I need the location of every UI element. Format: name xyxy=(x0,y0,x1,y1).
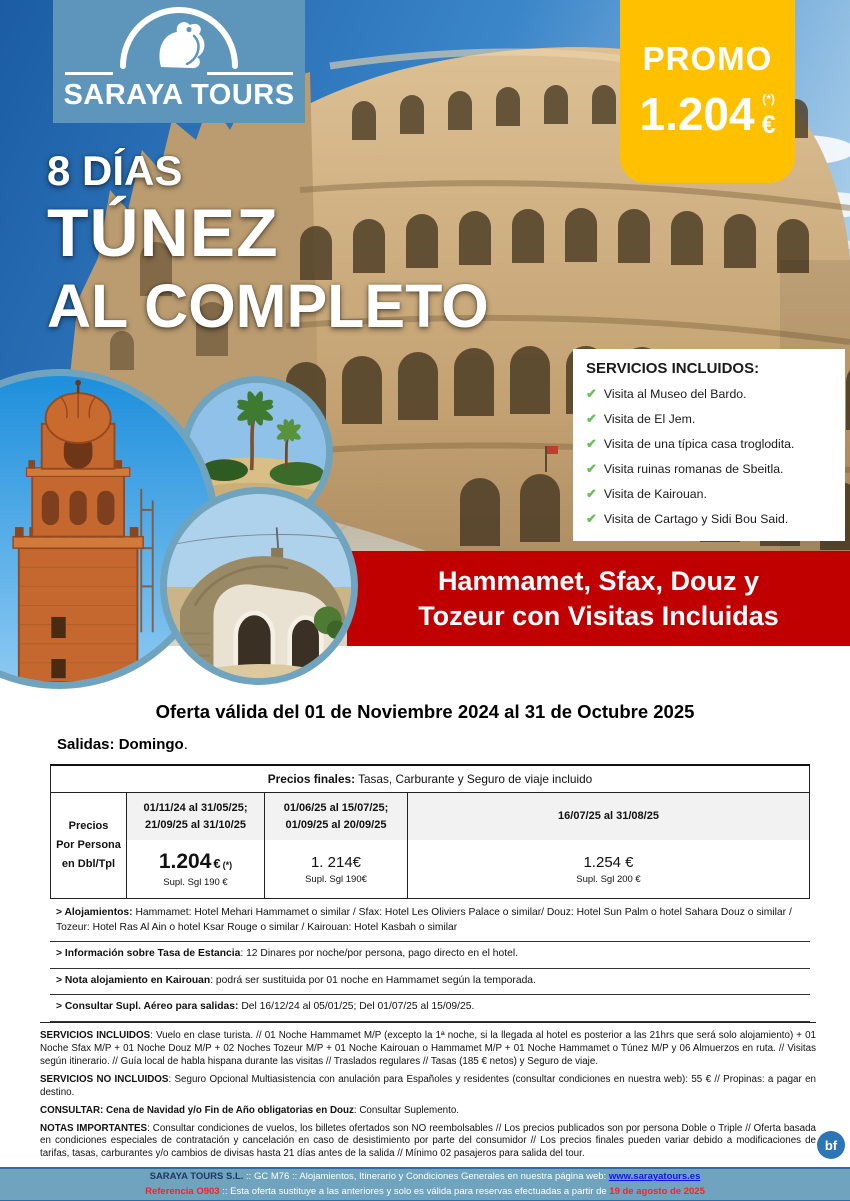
bf-logo-badge: bf xyxy=(817,1131,845,1159)
banner-line2: Tozeur con Visitas Incluidas xyxy=(418,600,779,631)
footer-bar xyxy=(0,1167,850,1201)
service-item xyxy=(586,487,832,501)
destinations-banner xyxy=(347,551,850,646)
season-price-1: 1.204 € (*) Supl. Sgl 190 € xyxy=(126,840,264,898)
hero-subtitle: AL COMPLETO xyxy=(47,272,489,341)
promo-label: PROMO xyxy=(642,40,773,77)
service-item-label: Visita de Kairouan. xyxy=(603,487,707,501)
footer-line2: Referencia O903 :: Esta oferta sustituye a las anteriores y solo es válida para reservas efectuadas a partir de 19 de agosto de 2025 xyxy=(145,1185,705,1197)
footer-company: SARAYA TOURS S.L. xyxy=(149,1171,244,1183)
season-price-3: 1.254 € Supl. Sgl 200 € xyxy=(407,840,809,898)
single-supplement: Supl. Sgl 190 € xyxy=(163,877,228,888)
fineprint-important-notes: NOTAS IMPORTANTES: Consultar condiciones de vuelos, los billetes ofertados son NO reembolsables // Los precios publicados son por persona Doble o Triple // Oferta basada en condiciones especiales de contratación y cancelación en caso de desistimiento por parte del consumidor // Los precios finales pueden variar debido a modificaciones de tarifas, tasas, carburantes y/o cambios de divisas hasta 21 días antes de la salida // Mínimo 02 pasajeros para salida del tour. xyxy=(40,1122,816,1160)
troglodyte-house-photo xyxy=(160,487,358,685)
hero-days: 8 DÍAS xyxy=(47,147,183,194)
fine-print xyxy=(40,1022,816,1166)
season-period-3: 16/07/25 al 31/08/25 xyxy=(407,793,809,840)
logo-line xyxy=(207,72,293,75)
services-title: SERVICIOS INCLUIDOS: xyxy=(586,360,760,377)
saraya-tours-logo xyxy=(53,0,305,123)
check-icon: ✔ xyxy=(586,511,597,526)
service-item xyxy=(586,437,832,451)
services-included-box xyxy=(573,349,845,541)
single-supplement: Supl. Sgl 190€ xyxy=(305,873,367,885)
footer-info: Alojamientos, Itinerario y Condiciones Generales en nuestra página web: xyxy=(299,1171,609,1183)
hero-destination: TÚNEZ xyxy=(47,195,279,272)
service-item-label: Visita de una típica casa troglodita. xyxy=(603,437,795,451)
logo-line xyxy=(65,72,113,75)
service-item-label: Visita de El Jem. xyxy=(603,412,696,426)
check-icon: ✔ xyxy=(586,486,597,501)
check-icon: ✔ xyxy=(586,436,597,451)
promo-price: 1.204 xyxy=(639,87,755,140)
logo-wordmark: SARAYA TOURS xyxy=(63,79,295,111)
departures-label: Salidas: Domingo. xyxy=(57,736,188,753)
table-row-header: Precios Por Persona en Dbl/Tpl xyxy=(56,819,121,871)
footer-reference: Referencia O903 xyxy=(145,1185,220,1197)
note-air-supplement: > Consultar Supl. Aéreo para salidas: Del 16/12/24 al 05/01/25; Del 01/07/25 al 15/09/25. xyxy=(50,995,810,1022)
banner-line1: Hammamet, Sfax, Douz y xyxy=(437,566,760,597)
promo-currency: € xyxy=(761,111,776,139)
falcon-arch-icon xyxy=(94,6,264,80)
footer-validity-text: Esta oferta sustituye a las anteriores y solo es válida para reservas efectuadas a partir de xyxy=(230,1185,610,1197)
check-icon: ✔ xyxy=(586,386,597,401)
footer-line1: SARAYA TOURS S.L. :: GC M76 :: Alojamientos, Itinerario y Condiciones Generales en nuestra página web: www.sarayatours.es xyxy=(149,1171,701,1183)
service-item-label: Visita al Museo del Bardo. xyxy=(603,387,747,401)
promo-price-badge xyxy=(620,0,795,183)
offer-validity-title: Oferta válida del 01 de Noviembre 2024 al 31 de Octubre 2025 xyxy=(155,701,695,722)
notes-list xyxy=(50,901,810,1022)
service-item xyxy=(586,412,832,426)
price-table-caption: Precios finales: Tasas, Carburante y Seguro de viaje incluido xyxy=(51,766,809,793)
hero-title xyxy=(47,148,489,341)
fineprint-consult: CONSULTAR: Cena de Navidad y/o Fin de Año obligatorias en Douz: Consultar Suplemento. xyxy=(40,1104,459,1116)
fineprint-services-not-included: SERVICIOS NO INCLUIDOS: Seguro Opcional Multiasistencia con anulación para Españoles y residentes (consultar condiciones en nuestra web): 55 € // Propinas: a pagar en destino. xyxy=(40,1073,816,1098)
service-item-label: Visita ruinas romanas de Sbeitla. xyxy=(603,462,784,476)
footer-valid-from-date: 19 de agosto de 2025 xyxy=(609,1185,705,1197)
price-table xyxy=(50,764,810,899)
promo-asterisk: (*) xyxy=(762,92,775,106)
note-kairouan: > Nota alojamiento en Kairouan: podrá ser sustituida por 01 noche en Hammamet según la temporada. xyxy=(50,969,810,996)
service-item xyxy=(586,512,832,526)
note-city-tax: > Información sobre Tasa de Estancia: 12 Dinares por noche/por persona, pago directo en el hotel. xyxy=(50,942,810,969)
website-link[interactable]: www.sarayatours.es xyxy=(608,1171,701,1183)
season-price-2: 1. 214€ Supl. Sgl 190€ xyxy=(264,840,407,898)
check-icon: ✔ xyxy=(586,461,597,476)
service-item-label: Visita de Cartago y Sidi Bou Said. xyxy=(603,512,789,526)
fineprint-services-included: SERVICIOS INCLUIDOS: Vuelo en clase turista. // 01 Noche Hammamet M/P (excepto la 1ª noche, si la llegada al hotel es posterior a las 21hrs que será solo alojamiento) + 01 Noche Sfax M/P + 01 Noche Douz M/P + 02 Noches Tozeur M/P + 01 Noche Kairouan o Hammamet M/P + 01 Noche Hammamet o Túnez M/P y 06 Almuerzos en ruta. // Visitas según itinerario. // Guía local de habla hispana durante las visitas // Traslados regulares // Tasas (185 € netos) y Seguro de viaje. xyxy=(40,1030,817,1067)
season-period-1: 01/11/24 al 31/05/25; 21/09/25 al 31/10/25 xyxy=(126,793,264,840)
note-accommodation: > Alojamientos: Hammamet: Hotel Mehari Hammamet o similar / Sfax: Hotel Les Oliviers Palace o similar/ Douz: Hotel Sun Palm o hotel Sahara Douz o similar / Tozeur: Hotel Ras Al Ain o hotel Ksar Rouge o similar / Kairouan: Hotel Kasbah o similar xyxy=(50,901,810,942)
single-supplement: Supl. Sgl 200 € xyxy=(576,873,641,885)
check-icon: ✔ xyxy=(586,411,597,426)
season-period-2: 01/06/25 al 15/07/25; 01/09/25 al 20/09/25 xyxy=(264,793,407,840)
service-item xyxy=(586,387,832,401)
service-item xyxy=(586,462,832,476)
